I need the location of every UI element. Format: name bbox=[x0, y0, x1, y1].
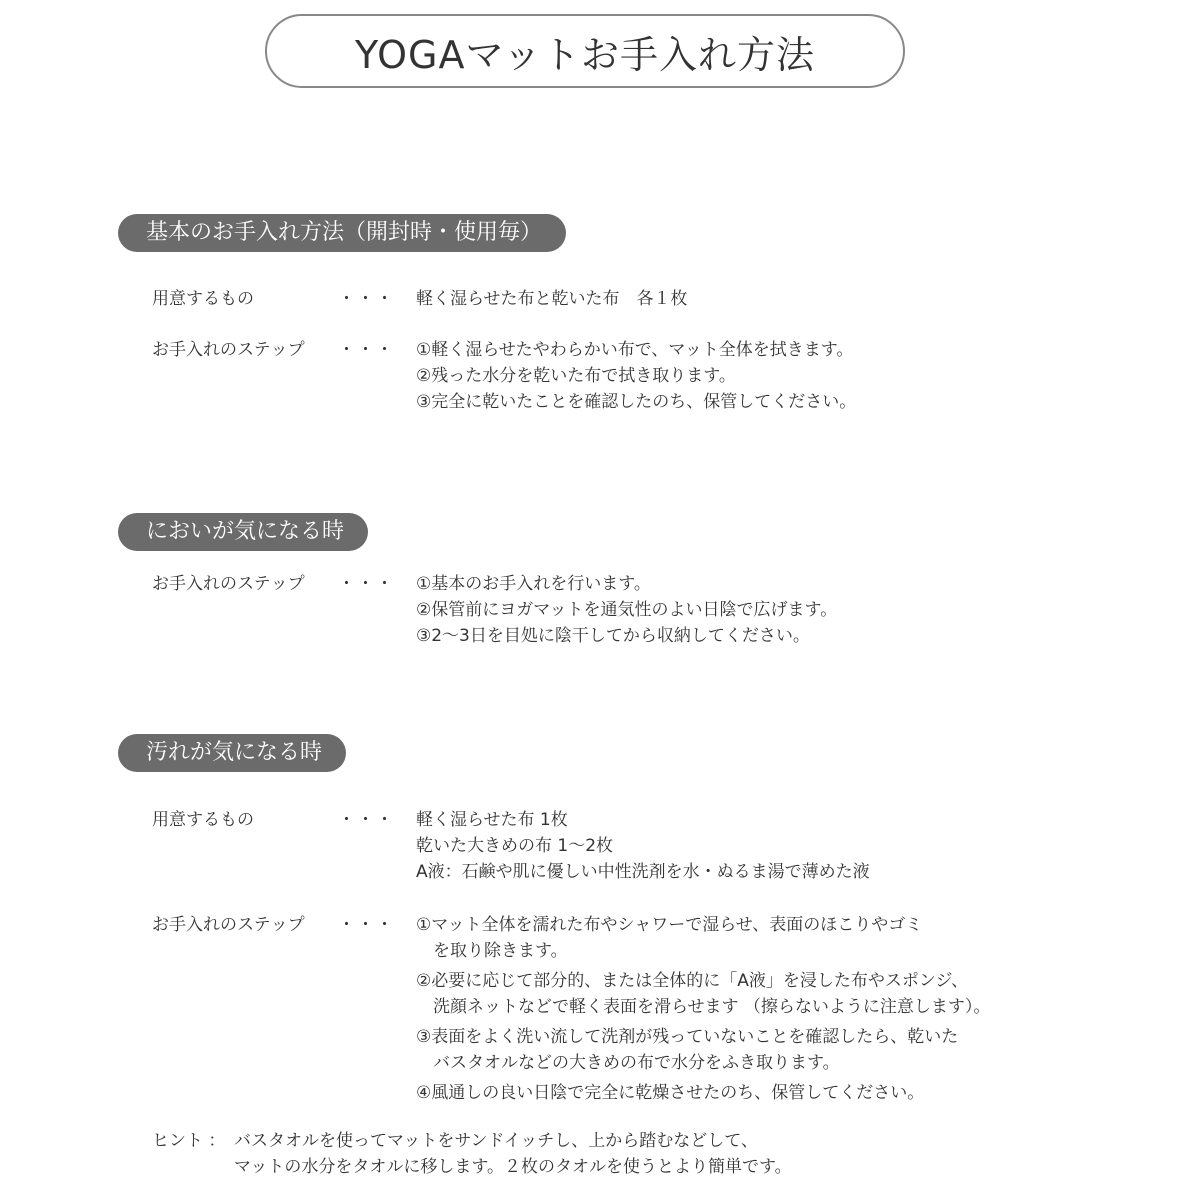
item-content-steps bbox=[416, 912, 990, 1106]
item-dots: ・・・ bbox=[338, 340, 395, 360]
item-dots: ・・・ bbox=[338, 915, 395, 935]
hint-line: バスタオルを使ってマットをサンドイッチし、上から踏むなどして、 bbox=[234, 1131, 758, 1151]
item-label-supplies: 用意するもの bbox=[152, 289, 254, 309]
content-line: ③2～3日を目処に陰干してから収納してください。 bbox=[416, 626, 810, 646]
item-content-steps bbox=[416, 571, 837, 649]
content-line: ③完全に乾いたことを確認したのち、保管してください。 bbox=[416, 392, 857, 412]
item-content-supplies bbox=[416, 807, 870, 885]
content-line: A液：石鹸や肌に優しい中性洗剤を水・ぬるま湯で薄めた液 bbox=[416, 862, 870, 882]
content-line: ③表面をよく洗い流して洗剤が残っていないことを確認したら、乾いた bbox=[416, 1027, 959, 1047]
item-label-steps: お手入れのステップ bbox=[152, 340, 305, 360]
content-line: ①マット全体を濡れた布やシャワーで湿らせ、表面のほこりやゴミ bbox=[416, 915, 923, 935]
content-line: ②必要に応じて部分的、または全体的に「A液」を浸した布やスポンジ、 bbox=[416, 971, 969, 991]
content-line: を取り除きます。 bbox=[416, 941, 568, 961]
item-label-supplies: 用意するもの bbox=[152, 810, 254, 830]
content-line: ④風通しの良い日陰で完全に乾燥させたのち、保管してください。 bbox=[416, 1083, 925, 1103]
item-content-steps bbox=[416, 337, 856, 415]
content-line: 軽く湿らせた布と乾いた布 各１枚 bbox=[416, 289, 688, 309]
hint-line: マットの水分をタオルに移します。２枚のタオルを使うとより簡単です。 bbox=[234, 1157, 792, 1177]
section-heading-dirt: 汚れが気になる時 bbox=[118, 734, 346, 772]
content-line: ②残った水分を乾いた布で拭き取ります。 bbox=[416, 366, 736, 386]
content-line: ①基本のお手入れを行います。 bbox=[416, 574, 651, 594]
item-dots: ・・・ bbox=[338, 810, 395, 830]
item-label-steps: お手入れのステップ bbox=[152, 574, 305, 594]
item-dots: ・・・ bbox=[338, 574, 395, 594]
content-line: 乾いた大きめの布 1～2枚 bbox=[416, 836, 614, 856]
item-label-steps: お手入れのステップ bbox=[152, 915, 305, 935]
item-dots: ・・・ bbox=[338, 289, 395, 309]
content-line: バスタオルなどの大きめの布で水分をふき取ります。 bbox=[416, 1053, 840, 1073]
hint-label: ヒント ： bbox=[152, 1131, 226, 1151]
content-line: 軽く湿らせた布 1枚 bbox=[416, 810, 568, 830]
page-title: YOGAマットお手入れ方法 bbox=[265, 14, 905, 88]
hint-content bbox=[234, 1128, 792, 1180]
item-content-supplies bbox=[416, 286, 688, 312]
section-heading-odor: においが気になる時 bbox=[118, 513, 368, 551]
section-heading-basic-care: 基本のお手入れ方法（開封時・使用毎） bbox=[118, 214, 566, 252]
content-line: 洗顔ネットなどで軽く表面を滑らせます （擦らないように注意します）。 bbox=[416, 997, 991, 1017]
content-line: ①軽く湿らせたやわらかい布で、マット全体を拭きます。 bbox=[416, 340, 854, 360]
content-line: ②保管前にヨガマットを通気性のよい日陰で広げます。 bbox=[416, 600, 838, 620]
